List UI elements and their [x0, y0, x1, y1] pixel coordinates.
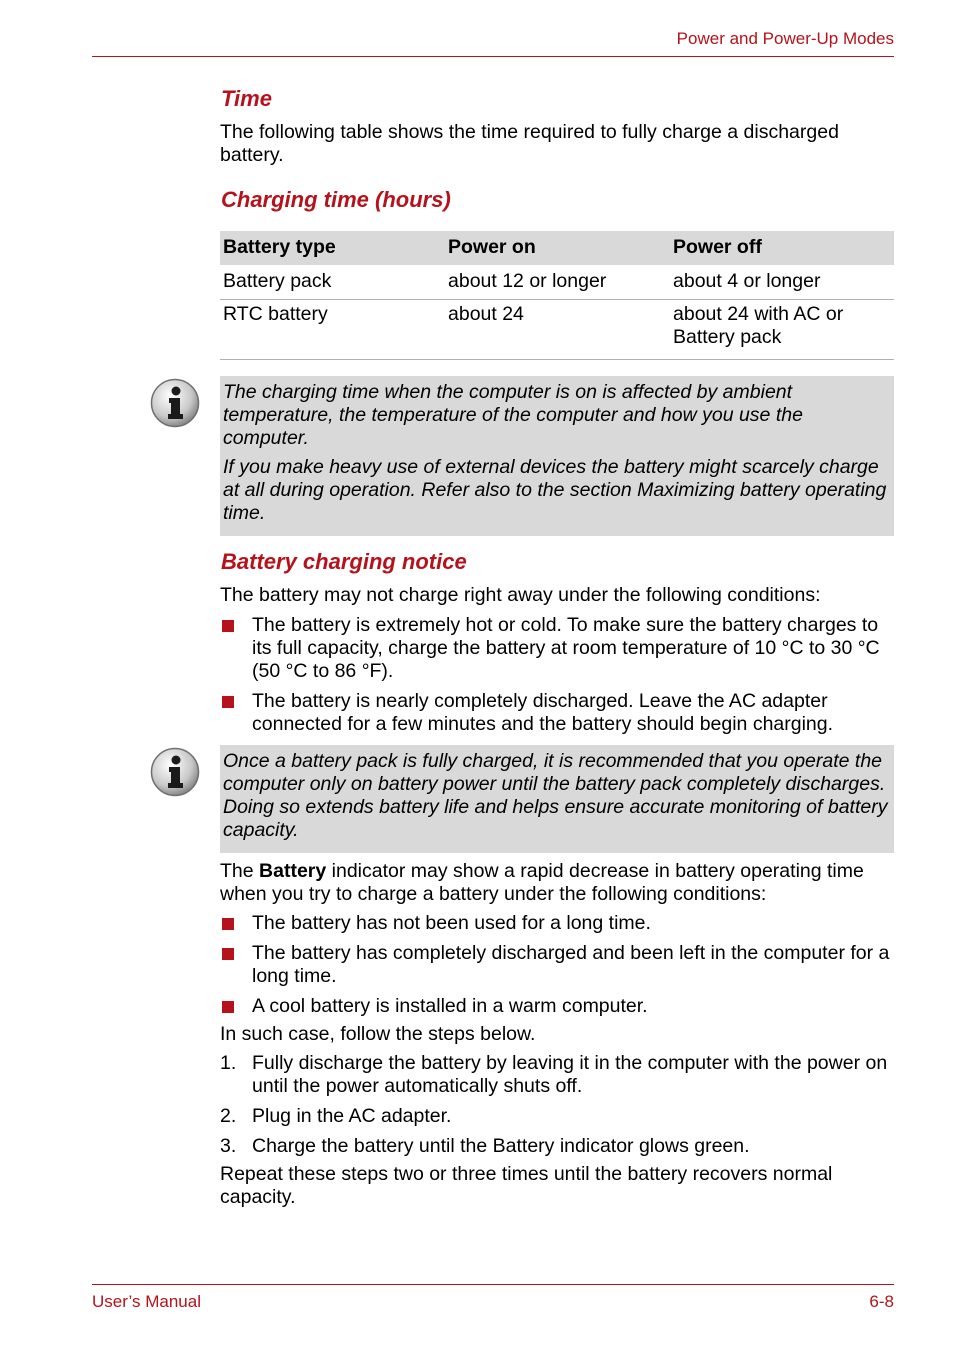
- info-icon: [150, 378, 200, 428]
- table-row: [220, 265, 894, 300]
- bullet-square-icon: [222, 620, 234, 632]
- list-item-text: The battery is nearly completely discharged. Leave the AC adapter connected for a few minutes and the battery should begin charging.: [252, 690, 834, 735]
- section-heading-time: Time: [221, 86, 272, 111]
- table-cell: about 24 with AC or Battery pack: [670, 300, 894, 360]
- note-paragraph: If you make heavy use of external devices the battery might scarcely charge at all during operation. Refer also to the section Maximizing battery operating time.: [223, 456, 887, 524]
- list-item: [220, 995, 900, 1018]
- footer-rule: [92, 1284, 894, 1285]
- page-header-title: Power and Power-Up Modes: [676, 29, 894, 48]
- step-number: 1.: [220, 1052, 237, 1074]
- steps-list: [220, 1052, 900, 1165]
- table-header-cell: Power on: [445, 231, 670, 265]
- indicator-intro-pre: The: [220, 860, 260, 882]
- closing-paragraph: Repeat these steps two or three times until the battery recovers normal capacity.: [220, 1163, 833, 1208]
- list-item-text: Plug in the AC adapter.: [252, 1105, 452, 1127]
- list-item: [220, 690, 900, 736]
- note-box-charging: [220, 376, 894, 536]
- table-cell: about 12 or longer: [445, 265, 670, 300]
- list-item-text: Fully discharge the battery by leaving it in the computer with the power on until the power automatically shuts off.: [252, 1052, 888, 1097]
- table-header-cell: Battery type: [220, 231, 445, 265]
- bullet-square-icon: [222, 1001, 234, 1013]
- table-cell: about 24: [445, 300, 670, 360]
- indicator-intro-bold: Battery: [259, 860, 327, 882]
- section-heading-charging-notice: Battery charging notice: [221, 549, 467, 574]
- indicator-bullet-list: [220, 912, 900, 1025]
- list-item-text: The battery has completely discharged and been left in the computer for a long time.: [252, 942, 890, 987]
- time-intro: The following table shows the time required to fully charge a discharged battery.: [220, 121, 839, 166]
- list-item-text: The battery is extremely hot or cold. To make sure the battery charges to its full capacity, charge the battery at room temperature of 10 °C to 30 °C (50 °C to 86 °F).: [252, 614, 880, 682]
- list-item-text: A cool battery is installed in a warm computer.: [252, 995, 648, 1017]
- info-icon: [150, 747, 200, 797]
- table-header-row: [220, 231, 894, 265]
- table-cell: Battery pack: [220, 265, 445, 300]
- notice-intro: The battery may not charge right away under the following conditions:: [220, 584, 821, 606]
- list-item-text: Charge the battery until the Battery indicator glows green.: [252, 1135, 750, 1157]
- step-number: 2.: [220, 1105, 237, 1127]
- table-cell: about 4 or longer: [670, 265, 894, 300]
- list-item: [220, 1135, 900, 1158]
- steps-intro: In such case, follow the steps below.: [220, 1023, 536, 1045]
- step-number: 3.: [220, 1135, 237, 1157]
- note-box-full-charge: [220, 745, 894, 853]
- footer-manual-title: User’s Manual: [92, 1292, 201, 1311]
- bullet-square-icon: [222, 918, 234, 930]
- section-heading-charging-time: Charging time (hours): [221, 187, 451, 212]
- table-header-cell: Power off: [670, 231, 894, 265]
- note-paragraph: The charging time when the computer is on is affected by ambient temperature, the temperature of the computer and how you use the computer.: [223, 381, 803, 449]
- list-item-text: The battery has not been used for a long time.: [252, 912, 651, 934]
- notice-bullet-list: [220, 614, 900, 743]
- list-item: [220, 1105, 900, 1128]
- header-rule: [92, 56, 894, 57]
- indicator-intro: [220, 860, 900, 906]
- table-cell: RTC battery: [220, 300, 445, 360]
- table-row: [220, 300, 894, 360]
- bullet-square-icon: [222, 696, 234, 708]
- page-number: 6-8: [869, 1292, 894, 1311]
- list-item: [220, 1052, 900, 1098]
- charging-time-table: [220, 231, 894, 360]
- indicator-intro-post: indicator may show a rapid decrease in battery operating time when you try to charge a battery under the following conditions:: [220, 860, 864, 905]
- bullet-square-icon: [222, 948, 234, 960]
- note-paragraph: Once a battery pack is fully charged, it is recommended that you operate the computer only on battery power until the battery pack completely discharges. Doing so extends battery life and helps ensure accurate monitoring of battery capacity.: [223, 750, 888, 841]
- list-item: [220, 614, 900, 683]
- list-item: [220, 942, 900, 988]
- list-item: [220, 912, 900, 935]
